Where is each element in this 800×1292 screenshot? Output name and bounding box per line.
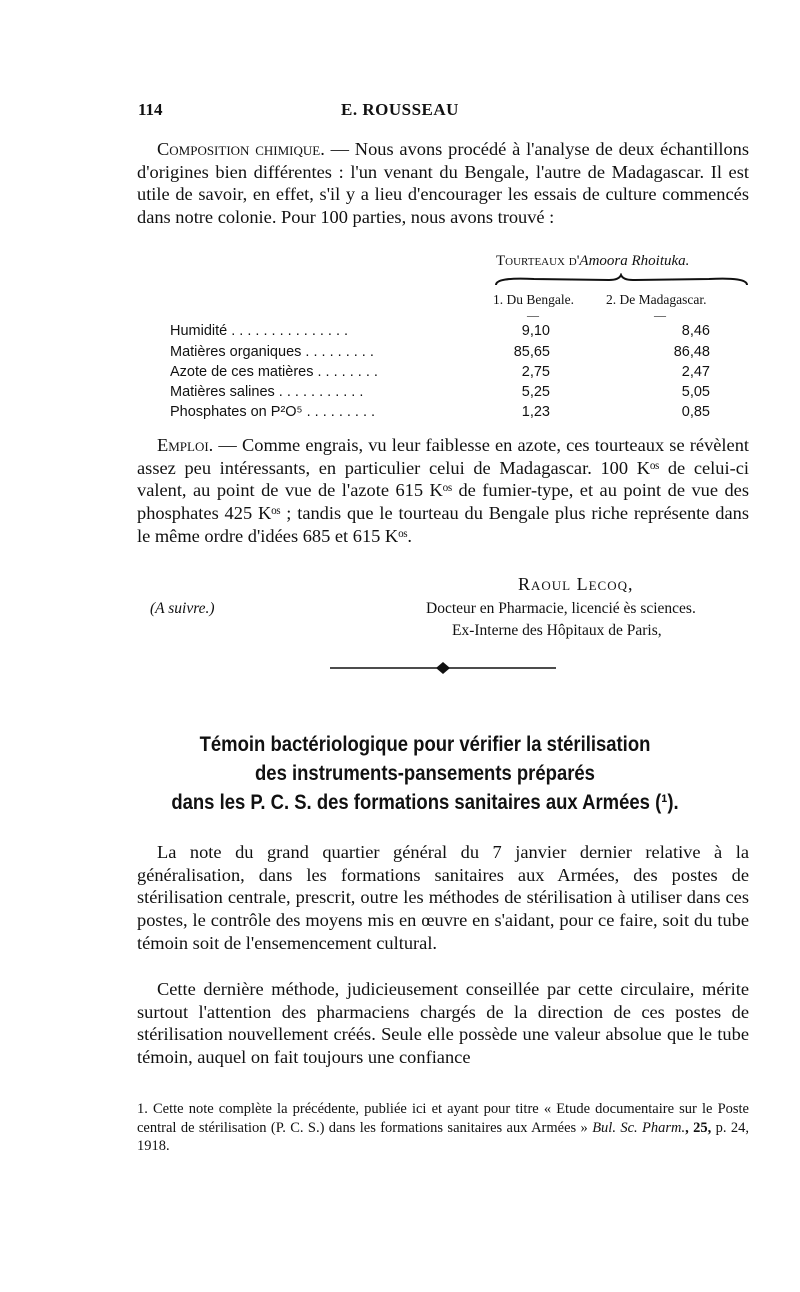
row-label: Matières organiques . . . . . . . . .	[170, 344, 374, 360]
table-row	[170, 404, 730, 424]
value-madagascar: 8,46	[681, 323, 710, 339]
row-label: Azote de ces matières . . . . . . . .	[170, 364, 378, 380]
journal-volume: , 25,	[685, 1119, 712, 1136]
emploi-heading: Emploi.	[157, 435, 214, 455]
row-label: Matières salines . . . . . . . . . . .	[170, 384, 364, 400]
composition-text: — Nous avons procédé à l'analyse de deux échantillons d'origines bien différentes : l'un venant du Bengale, l'autre de Madagascar. Il est utile de savoir, en effet, s'il y a lieu d'encourager les essais de culture commencés dans notre colonie. Pour 100 parties, nous avons trouvé :	[137, 139, 749, 228]
page-number: 114	[138, 100, 163, 119]
column-dash: —	[654, 308, 666, 322]
journal-title: Bul. Sc. Pharm.	[592, 1119, 686, 1136]
article-paragraph: Cette dernière méthode, judicieusement conseillée par cette circulaire, mérite surtout l'attention des pharmaciens chargés de la direction de ces postes de stérilisation nouvellement créés. Seule elle possède une valeur absolue que le tube témoin, auquel on fait toujours une confiance	[137, 979, 749, 1068]
table-row	[170, 384, 730, 404]
emploi-text: — Comme engrais, vu leur faiblesse en azote, ces tourteaux se révèlent assez peu intéressants, en particulier celui de Madagascar. 100 Kᵒˢ de celui-ci valent, au point de vue de l'azote 615 Kᵒˢ de fumier-type, et au point de vue des phosphates 425 Kᵒˢ ; tandis que le tourteau du Bengale plus riche représente dans le même ordre d'idées 685 et 615 Kᵒˢ.	[137, 435, 749, 546]
value-bengale: 85,65	[513, 344, 550, 360]
value-madagascar: 5,05	[681, 384, 710, 400]
composition-paragraph	[137, 138, 749, 229]
article-title: Témoin bactériologique pour vérifier la stérilisation	[199, 733, 651, 756]
row-label: Phosphates on P²O⁵ . . . . . . . . .	[170, 404, 376, 420]
composition-heading: Composition chimique.	[157, 139, 325, 159]
row-label: Humidité . . . . . . . . . . . . . . .	[170, 323, 349, 339]
column-header-madagascar: 2. De Madagascar.	[606, 292, 707, 307]
value-bengale: 2,75	[521, 364, 550, 380]
value-bengale: 5,25	[521, 384, 550, 400]
footnote: 1. Cette note complète la précédente, publiée ici et ayant pour titre « Etude documentaire sur le Poste central de stérilisation (P. C. S.) dans les formations sanitaires aux Armées » Bul. Sc. Pharm., 25, p. 24, 1918.	[137, 1101, 750, 1154]
running-title: E. ROUSSEAU	[341, 100, 459, 119]
author-signature: Raoul Lecoq,	[518, 574, 634, 594]
value-madagascar: 2,47	[681, 364, 710, 380]
value-madagascar: 0,85	[681, 404, 710, 420]
table-brace	[494, 273, 749, 289]
column-dash: —	[527, 308, 539, 322]
article-paragraph: La note du grand quartier général du 7 janvier dernier relative à la généralisation, dans les formations sanitaires aux Armées, des postes de stérilisation centrale, prescrit, outre les méthodes de stérilisation à utiliser dans ces postes, le contrôle des moyens mis en œuvre en s'aidant, pour ce faire, soit du tube témoin soit de l'ensemencement cultural.	[137, 842, 749, 953]
value-madagascar: 86,48	[673, 344, 710, 360]
author-credential: Docteur en Pharmacie, licencié ès sciences.	[426, 600, 696, 617]
to-be-continued: (A suivre.)	[150, 600, 215, 617]
value-bengale: 1,23	[521, 404, 550, 420]
value-bengale: 9,10	[521, 323, 550, 339]
table-row	[170, 364, 730, 384]
article-title: des instruments-pansements préparés	[255, 762, 595, 785]
column-header-bengale: 1. Du Bengale.	[493, 292, 574, 307]
emploi-paragraph	[137, 434, 749, 548]
table-row	[170, 344, 730, 364]
table-caption: Tourteaux d'Amoora Rhoituka.	[496, 253, 690, 269]
table-row	[170, 323, 730, 343]
section-divider	[330, 660, 556, 676]
article-title: dans les P. C. S. des formations sanitaires aux Armées (¹).	[171, 791, 679, 814]
author-credential: Ex-Interne des Hôpitaux de Paris,	[452, 622, 662, 639]
running-head	[0, 100, 800, 122]
